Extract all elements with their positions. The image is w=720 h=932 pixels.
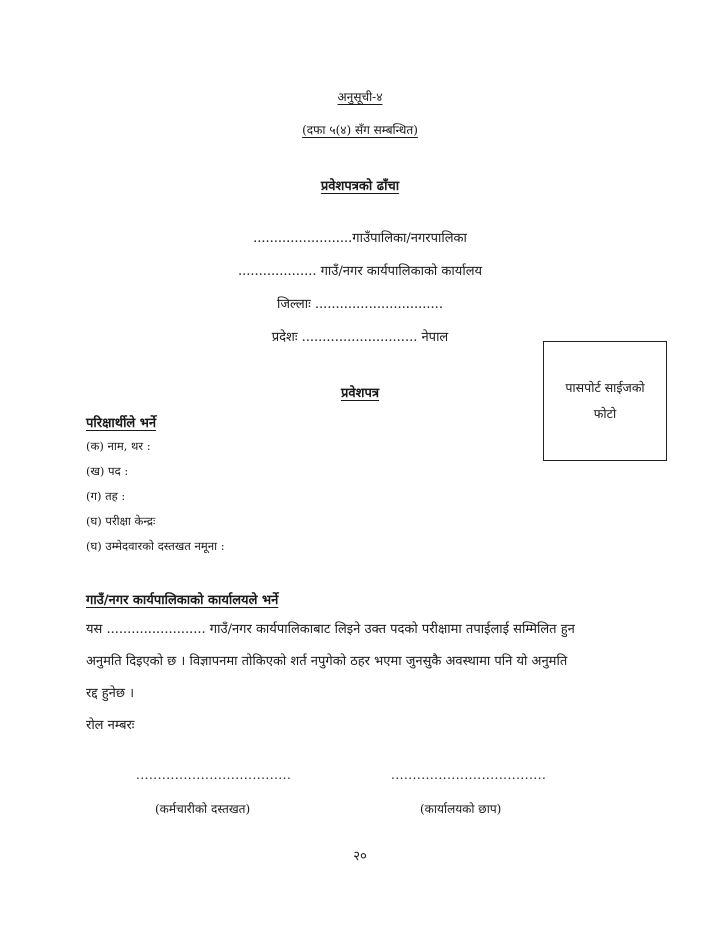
- field-level: (ग) तह :: [86, 489, 126, 503]
- office-section-heading: गाउँ/नगर कार्यपालिकाको कार्यालयले भर्ने: [86, 593, 279, 608]
- form-title: प्रवेशपत्रको ढाँचा: [320, 179, 400, 194]
- section-reference: (दफा ५(४) सँग सम्बन्धित): [302, 123, 418, 137]
- office-stamp-label: (कार्यालयको छाप): [420, 802, 502, 816]
- admit-card-title: प्रवेशपत्र: [340, 386, 380, 401]
- staff-signature-label: (कर्मचारीको दस्तखत): [155, 802, 251, 816]
- office-stamp-line: ....................................: [391, 768, 547, 782]
- page-number: २०: [353, 849, 367, 864]
- field-exam-center: (घ) परीक्षा केन्द्रः: [86, 514, 156, 528]
- municipality-line: ........................गाउँपालिका/नगरपालिका: [253, 231, 467, 246]
- permission-text-line1: यस ........................ गाउँ/नगर कार्यपालिकाबाट लिइने उक्त पदको परीक्षामा तपाईलाई सम्मिलित हुन: [86, 622, 575, 637]
- permission-text-line2: अनुमति दिइएको छ । विज्ञापनमा तोकिएको शर्त नपुगेको ठहर भएमा जुनसुकै अवस्थामा पनि यो अनुमति: [86, 654, 568, 669]
- photo-box-label-line1: पासपोर्ट साईजको: [565, 380, 645, 395]
- staff-signature-line: ....................................: [136, 768, 292, 782]
- photo-box-label-line2: फोटो: [593, 406, 617, 421]
- schedule-title: अनुसूची-४: [337, 90, 383, 104]
- district-line: जिल्लाः ...............................: [277, 297, 443, 312]
- passport-photo-box: [543, 341, 667, 461]
- candidate-section-heading: परिक्षार्थीले भर्ने: [86, 416, 157, 431]
- field-post: (ख) पद :: [86, 464, 129, 478]
- permission-text-line3: रद्द हुनेछ ।: [86, 686, 135, 701]
- roll-number-label: रोल नम्बरः: [86, 718, 135, 733]
- field-signature-sample: (घ) उम्मेदवारको दस्तखत नमूना :: [86, 539, 225, 553]
- province-line: प्रदेशः ............................ नेपाल: [271, 330, 449, 345]
- field-name: (क) नाम, थर :: [86, 439, 151, 453]
- office-line: ................... गाउँ/नगर कार्यपालिकाको कार्यालय: [237, 264, 483, 279]
